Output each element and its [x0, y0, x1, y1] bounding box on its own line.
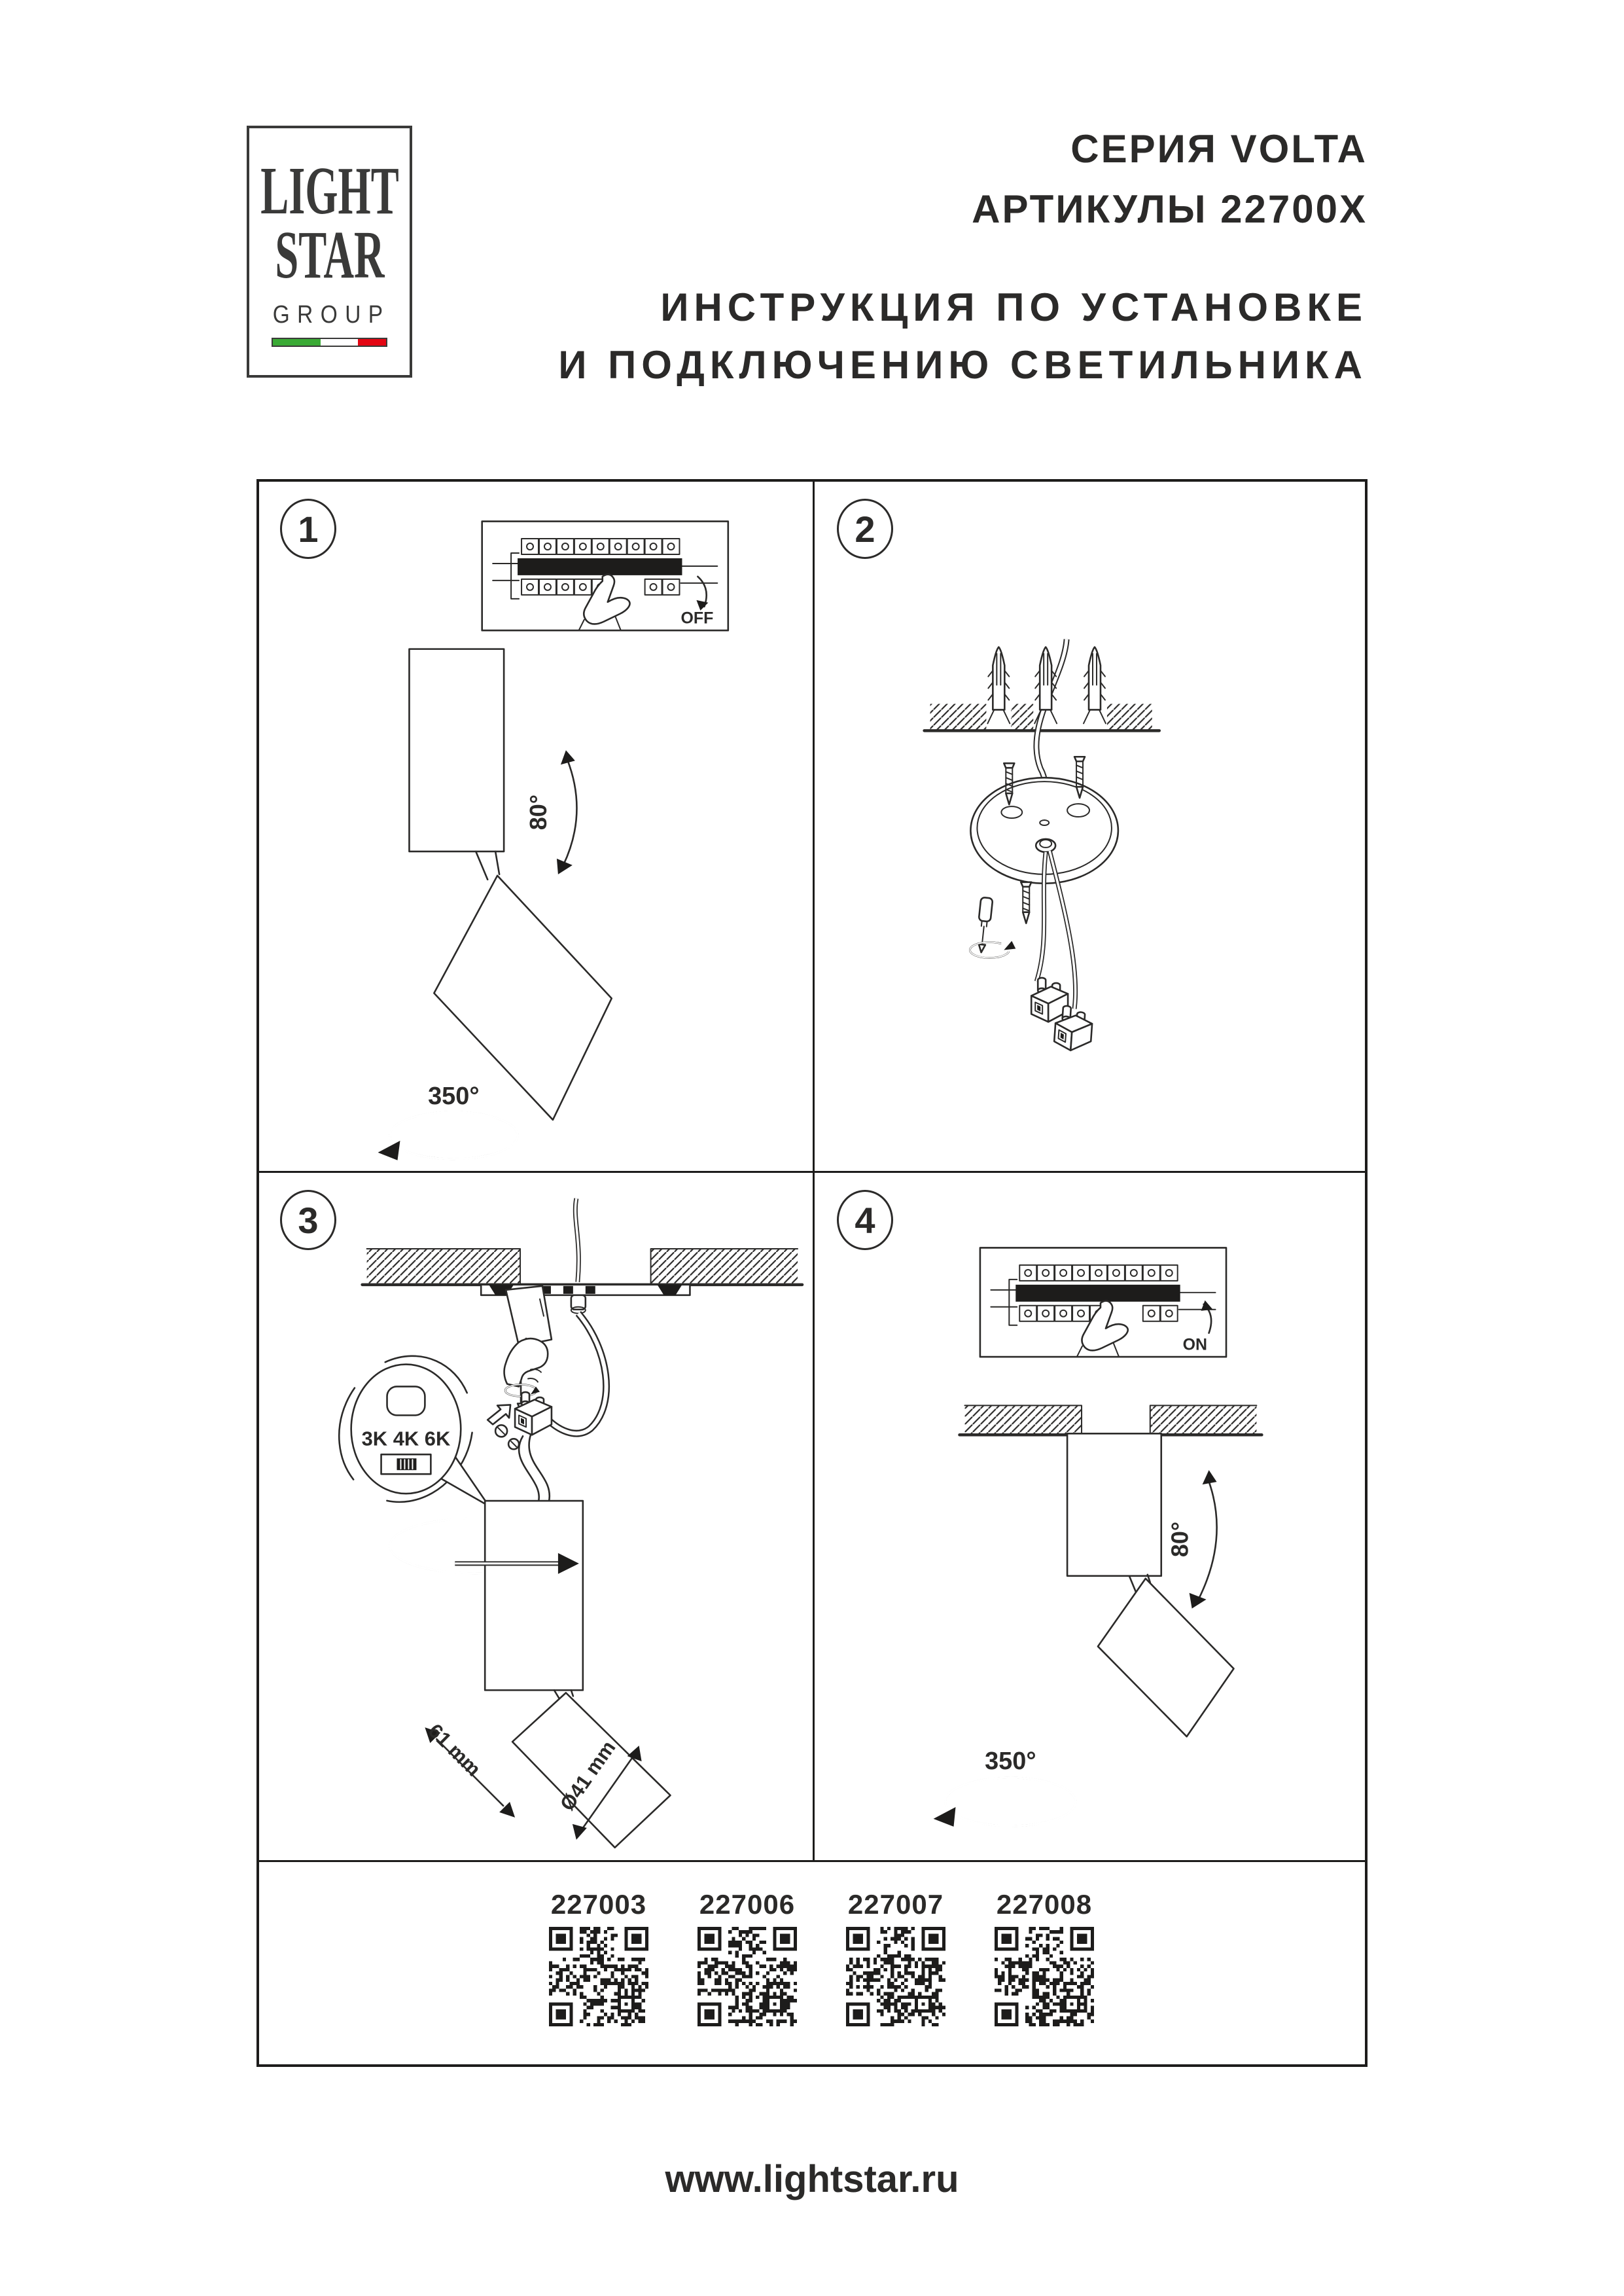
website-link: www.lightstar.ru: [665, 2158, 959, 2200]
article-item: [995, 1890, 1094, 2030]
luminaire-body: [390, 1501, 671, 1848]
step-2-figure: [816, 482, 1369, 1171]
wall-plug-icon: [1084, 647, 1106, 724]
speech-bubble: [316, 1335, 496, 1524]
logo-word-star: STAR: [274, 217, 385, 293]
step-number-1: 1: [280, 499, 336, 559]
wire: [545, 1314, 607, 1433]
step-3-panel: [259, 1173, 813, 1862]
flag-red: [358, 339, 386, 346]
logo-word-light: LIGHT: [260, 153, 399, 228]
luminaire-body: [409, 649, 611, 1120]
step-4-panel: [816, 1173, 1369, 1862]
articles-title: АРТИКУЛЫ 22700X: [972, 187, 1368, 231]
screwdriver-icon: [970, 897, 1015, 958]
length-label: 61 mm: [423, 1719, 485, 1781]
power-on-inset: [980, 1247, 1226, 1357]
ceiling-hatch: [362, 1249, 802, 1285]
tilt-angle-label: 80°: [1166, 1521, 1193, 1558]
flag-green: [273, 339, 321, 346]
step-3-figure: [259, 1173, 813, 1862]
luminaire-head: [1098, 1579, 1234, 1736]
lamp-bottom-icon: [387, 1386, 425, 1415]
article-code: 227006: [699, 1889, 796, 1920]
color-temp-switch-icon: [381, 1454, 431, 1474]
instruction-line2: И ПОДКЛЮЧЕНИЮ СВЕТИЛЬНИКА: [558, 343, 1368, 387]
on-label: ON: [1182, 1335, 1208, 1354]
qr-code: [995, 1927, 1094, 2026]
qr-code: [697, 1927, 797, 2026]
rotation-arrow: [378, 1083, 518, 1163]
rotation-angle-label: 350°: [985, 1748, 1036, 1776]
step-1-figure: [259, 482, 813, 1171]
instruction-line1: ИНСТРУКЦИЯ ПО УСТАНОВКЕ: [660, 285, 1368, 329]
off-label: OFF: [680, 609, 714, 628]
screw-icon: [1021, 882, 1031, 924]
ceiling-hatch: [959, 1405, 1262, 1435]
rotation-angle-label: 350°: [428, 1082, 480, 1110]
article-code: 227007: [847, 1889, 944, 1920]
lightstar-logo: [247, 126, 412, 378]
flag-white: [321, 339, 358, 346]
article-code: 227003: [550, 1889, 647, 1920]
article-item: [549, 1890, 648, 2030]
tilt-arrow: [525, 750, 577, 874]
step-number-3: 3: [280, 1190, 336, 1250]
step-number-2: 2: [837, 499, 893, 559]
color-temp-label: 3K 4K 6K: [361, 1427, 451, 1450]
insert-arrow-icon: [487, 1405, 510, 1424]
steps-table: [256, 479, 1368, 2067]
rotation-arrow: [934, 1748, 1076, 1831]
tilt-angle-label: 80°: [524, 794, 552, 831]
italian-flag-icon: [272, 338, 387, 347]
wall-plug-icon: [987, 647, 1010, 724]
qr-code: [549, 1927, 648, 2026]
power-off-inset: [482, 522, 728, 631]
step-number-4: 4: [837, 1190, 893, 1250]
qr-code: [846, 1927, 945, 2026]
step-4-figure: [816, 1173, 1369, 1862]
luminaire-neck: [476, 852, 499, 880]
article-item: [846, 1890, 945, 2030]
series-title: СЕРИЯ VOLTA: [1070, 127, 1368, 171]
tilt-arrow: [1167, 1470, 1217, 1609]
lamp-wires: [519, 1435, 550, 1501]
article-item: [697, 1890, 797, 2030]
step-1-panel: [259, 482, 813, 1171]
dimension-length: [424, 1719, 515, 1818]
step-2-panel: [816, 482, 1369, 1171]
article-code: 227008: [996, 1889, 1093, 1920]
diameter-label: Ø41 mm: [555, 1736, 620, 1816]
logo-word-group: GROUP: [272, 301, 391, 329]
